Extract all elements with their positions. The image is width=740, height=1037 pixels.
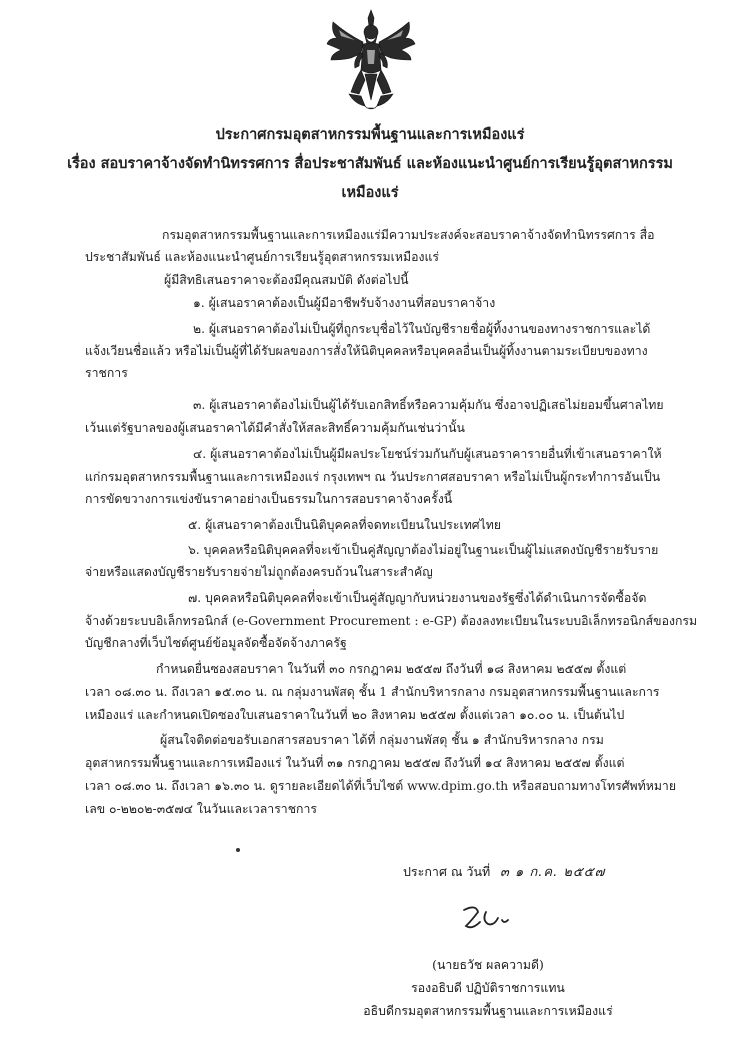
qualification-header: ผู้มีสิทธิเสนอราคาจะต้องมีคุณสมบัติ ดังต่อไปนี้	[164, 273, 409, 287]
qualification-7-line-2: จ้างด้วยระบบอิเล็กทรอนิกส์ (e-Government Procurement : e-GP) ต้องลงทะเบียนในระบบอิเล็กทรอนิกส์ของกรม	[85, 614, 698, 628]
signatory-name: (นายธวัช ผลความดี)	[432, 958, 544, 972]
announcement-title: ประกาศกรมอุตสาหกรรมพื้นฐานและการเหมืองแร่	[215, 126, 525, 143]
qualification-2-line-2: แจ้งเวียนชื่อแล้ว หรือไม่เป็นผู้ที่ได้รับผลของการสั่งให้นิติบุคคลหรือบุคคลอื่นเป็นผู้ทิ้งงานตามระเบียบของทาง	[85, 344, 648, 358]
intro-line-2: ประชาสัมพันธ์ และห้องแนะนำศูนย์การเรียนรู้อุตสาหกรรมเหมืองแร่	[85, 250, 439, 264]
scan-speck	[236, 848, 240, 852]
contact-line-2: อุตสาหกรรมพื้นฐานและการเหมืองแร่ ในวันที่ ๓๑ กรกฎาคม ๒๕๕๗ ถึงวันที่ ๑๔ สิงหาคม ๒๕๕๗ ตั้งแต่	[85, 756, 625, 770]
submission-line-1: กำหนดยื่นซองสอบราคา ในวันที่ ๓๐ กรกฎาคม ๒๕๕๗ ถึงวันที่ ๑๘ สิงหาคม ๒๕๕๗ ตั้งแต่	[156, 662, 627, 676]
announcement-date-label: ประกาศ ณ วันที่	[403, 864, 491, 879]
announcement-subject: เรื่อง สอบราคาจ้างจัดทำนิทรรศการ สื่อประชาสัมพันธ์ และห้องแนะนำศูนย์การเรียนรู้อุตสาหกรรม	[67, 155, 673, 172]
signatory-position: รองอธิบดี ปฏิบัติราชการแทน	[411, 981, 565, 995]
intro-line-1: กรมอุตสาหกรรมพื้นฐานและการเหมืองแร่มีความประสงค์จะสอบราคาจ้างจัดทำนิทรรศการ สื่อ	[162, 228, 655, 242]
qualification-3-line-1: ๓. ผู้เสนอราคาต้องไม่เป็นผู้ได้รับเอกสิทธิ์หรือความคุ้มกัน ซึ่งอาจปฏิเสธไม่ยอมขึ้นศาลไทย	[193, 398, 664, 412]
qualification-6-line-2: จ่ายหรือแสดงบัญชีรายรับรายจ่ายไม่ถูกต้องครบถ้วนในสาระสำคัญ	[85, 565, 433, 579]
qualification-4-line-1: ๔. ผู้เสนอราคาต้องไม่เป็นผู้มีผลประโยชน์ร่วมกันกับผู้เสนอราคารายอื่นที่เข้าเสนอราคาให้	[193, 447, 662, 461]
qualification-1: ๑. ผู้เสนอราคาต้องเป็นผู้มีอาชีพรับจ้างงานที่สอบราคาจ้าง	[193, 296, 496, 310]
qualification-6-line-1: ๖. บุคคลหรือนิติบุคคลที่จะเข้าเป็นคู่สัญญาต้องไม่อยู่ในฐานะเป็นผู้ไม่แสดงบัญชีรายรับราย	[188, 543, 659, 557]
qualification-7-line-1: ๗. บุคคลหรือนิติบุคคลที่จะเข้าเป็นคู่สัญญากับหน่วยงานของรัฐซึ่งได้ดำเนินการจัดซื้อจัด	[188, 591, 647, 605]
qualification-2-line-3: ราชการ	[85, 366, 128, 380]
announcement-date-value: ๓ ๑ ก.ค. ๒๕๕๗	[500, 865, 606, 880]
contact-line-4: เลข ๐-๒๒๐๒-๓๕๗๔ ในวันและเวลาราชการ	[85, 802, 318, 816]
submission-line-2: เวลา ๐๘.๓๐ น. ถึงเวลา ๑๕.๓๐ น. ณ กลุ่มงานพัสดุ ชั้น 1 สำนักบริหารกลาง กรมอุตสาหกรรมพื้นฐานและการ	[85, 685, 660, 699]
handwritten-signature-icon	[458, 900, 522, 934]
qualification-2-line-1: ๒. ผู้เสนอราคาต้องไม่เป็นผู้ที่ถูกระบุชื่อไว้ในบัญชีรายชื่อผู้ทิ้งงานของทางราชการและได้	[193, 322, 651, 336]
signatory-office: อธิบดีกรมอุตสาหกรรมพื้นฐานและการเหมืองแร่	[363, 1004, 613, 1018]
contact-line-3: เวลา ๐๘.๓๐ น. ถึงเวลา ๑๖.๓๐ น. ดูรายละเอียดได้ที่เว็บไซต์ www.dpim.go.th หรือสอบถามทางโทรศัพท์หมาย	[85, 779, 677, 793]
qualification-4-line-2: แก่กรมอุตสาหกรรมพื้นฐานและการเหมืองแร่ กรุงเทพฯ ณ วันประกาศสอบราคา หรือไม่เป็นผู้กระทำการอันเป็น	[85, 470, 661, 484]
garuda-emblem-icon	[325, 8, 417, 114]
announcement-subject-cont: เหมืองแร่	[341, 184, 399, 201]
qualification-7-line-3: บัญชีกลางที่เว็บไซต์ศูนย์ข้อมูลจัดซื้อจัดจ้างภาครัฐ	[85, 636, 347, 650]
qualification-4-line-3: การขัดขวางการแข่งขันราคาอย่างเป็นธรรมในการสอบราคาจ้างครั้งนี้	[85, 492, 453, 506]
submission-line-3: เหมืองแร่ และกำหนดเปิดซองใบเสนอราคาในวันที่ ๒๐ สิงหาคม ๒๕๕๗ ตั้งแต่เวลา ๑๐.๐๐ น. เป็นต้นไป	[85, 708, 625, 722]
qualification-3-line-2: เว้นแต่รัฐบาลของผู้เสนอราคาได้มีคำสั่งให้สละสิทธิ์ความคุ้มกันเช่นว่านั้น	[85, 421, 465, 435]
contact-line-1: ผู้สนใจติดต่อขอรับเอกสารสอบราคา ได้ที่ กลุ่มงานพัสดุ ชั้น ๑ สำนักบริหารกลาง กรม	[160, 733, 604, 747]
qualification-5: ๕. ผู้เสนอราคาต้องเป็นนิติบุคคลที่จดทะเบียนในประเทศไทย	[188, 518, 502, 532]
